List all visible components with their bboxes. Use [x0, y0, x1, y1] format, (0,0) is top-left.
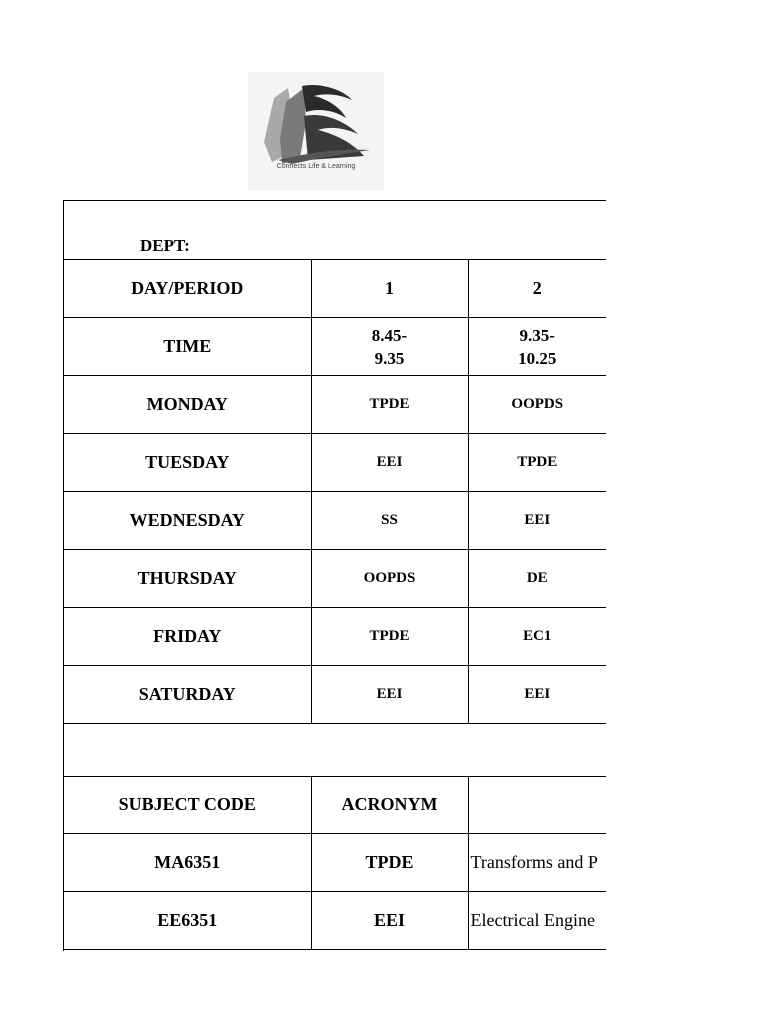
day-row-monday	[64, 376, 606, 434]
period-header-row	[64, 260, 606, 318]
subject-code: EE6351	[64, 892, 311, 950]
subject-code: MA6351	[64, 834, 311, 892]
period-cell: SS	[311, 492, 468, 550]
timetable	[64, 259, 606, 724]
subject-name-header	[468, 776, 606, 834]
subject-name: Transforms and P	[468, 834, 606, 892]
subject-acronym: EEI	[311, 892, 468, 950]
time-slot-2-start: 9.35-	[519, 325, 555, 345]
day-label: THURSDAY	[64, 550, 311, 608]
subject-name: Electrical Engine	[468, 892, 606, 950]
period-2-header: 2	[468, 260, 606, 318]
period-cell: EEI	[468, 492, 606, 550]
period-cell: TPDE	[468, 434, 606, 492]
period-cell: TPDE	[311, 608, 468, 666]
timetable-sheet	[63, 200, 606, 951]
section-spacer	[64, 725, 606, 777]
period-cell: TPDE	[311, 376, 468, 434]
time-slot-1-end: 9.35	[374, 348, 405, 368]
subject-header-row	[64, 776, 606, 834]
table-row	[64, 834, 606, 892]
period-cell: DE	[468, 550, 606, 608]
subject-acronym: TPDE	[311, 834, 468, 892]
acronym-header: ACRONYM	[311, 776, 468, 834]
period-cell: EEI	[311, 434, 468, 492]
dept-header	[64, 201, 606, 259]
day-label: FRIDAY	[64, 608, 311, 666]
period-cell: EEI	[311, 666, 468, 724]
table-row	[64, 892, 606, 950]
day-label: SATURDAY	[64, 666, 311, 724]
period-cell: EC1	[468, 608, 606, 666]
time-label: TIME	[64, 318, 311, 376]
logo-caption: Connects Life & Learning	[276, 163, 356, 170]
dept-label: DEPT:	[140, 236, 190, 255]
period-cell: OOPDS	[468, 376, 606, 434]
logo	[248, 72, 384, 190]
time-slot-1	[311, 318, 468, 376]
time-row	[64, 318, 606, 376]
day-row-friday	[64, 608, 606, 666]
day-period-header: DAY/PERIOD	[64, 260, 311, 318]
day-label: WEDNESDAY	[64, 492, 311, 550]
day-row-saturday	[64, 666, 606, 724]
day-label: MONDAY	[64, 376, 311, 434]
subject-table	[64, 776, 606, 950]
period-1-header: 1	[311, 260, 468, 318]
subject-code-header: SUBJECT CODE	[64, 776, 311, 834]
day-label: TUESDAY	[64, 434, 311, 492]
day-row-tuesday	[64, 434, 606, 492]
time-slot-1-start: 8.45-	[371, 325, 408, 345]
period-cell: OOPDS	[311, 550, 468, 608]
period-cell: EEI	[468, 666, 606, 724]
day-row-thursday	[64, 550, 606, 608]
day-row-wednesday	[64, 492, 606, 550]
time-slot-2-end: 10.25	[518, 348, 557, 368]
time-slot-2	[468, 318, 606, 376]
institution-logo-icon	[248, 72, 384, 190]
